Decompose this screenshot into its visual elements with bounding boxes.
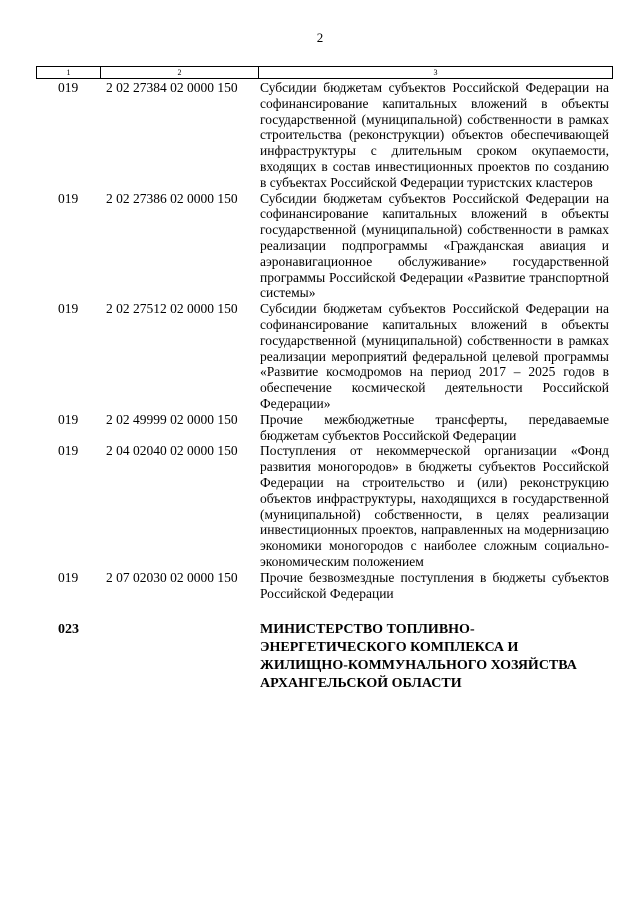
header-col-2: 2 [101, 67, 259, 79]
page-number: 2 [316, 30, 324, 45]
admin-code: 019 [58, 190, 79, 206]
section-header-row [36, 621, 612, 693]
header-col-1: 1 [37, 67, 101, 79]
revenue-description: Прочие безвозмездные поступления в бюджеты субъектов Российской Федерации [260, 569, 609, 601]
table-row [36, 412, 612, 444]
revenue-description: Субсидии бюджетам субъектов Российской Федерации на софинансирование капитальных вложений в объекты государственной (муниципальной) собственности в рамках реализации мероприятий федеральной целевой программы «Развитие космодромов на период 2017 – 2025 годов в обеспечение космической деятельности Российской Федерации» [260, 301, 609, 411]
section-empty-code [100, 621, 258, 693]
row-spacer [36, 601, 612, 621]
revenue-description: Субсидии бюджетам субъектов Российской Федерации на софинансирование капитальных вложений в объекты государственной (муниципальной) собственности в рамках строительства (реконструкции) объектов обеспечивающей инфраструктуры с длительным сроком окупаемости, входящих в состав инвестиционных проектов по созданию в субъектах Российской Федерации туристских кластеров [260, 80, 609, 190]
ministry-title: МИНИСТЕРСТВО ТОПЛИВНО-ЭНЕРГЕТИЧЕСКОГО КОМПЛЕКСА И ЖИЛИЩНО-КОММУНАЛЬНОГО ХОЗЯЙСТВА АРХАНГЕЛЬСКОЙ ОБЛАСТИ [260, 622, 577, 692]
admin-code: 019 [58, 443, 79, 459]
budget-classification-code: 2 02 27512 02 0000 150 [106, 301, 238, 317]
admin-code: 019 [58, 569, 79, 585]
header-col-3: 3 [259, 67, 613, 79]
admin-code: 019 [58, 301, 79, 317]
revenue-description: Прочие межбюджетные трансферты, передаваемые бюджетам субъектов Российской Федерации [260, 411, 609, 443]
budget-classification-code: 2 02 49999 02 0000 150 [106, 411, 238, 427]
revenue-description: Поступления от некоммерческой организации «Фонд развития моногородов» в бюджеты субъектов Российской Федерации на строительство и (или) реконструкцию объектов инфраструктуры, находящихся в государственной (муниципальной) собственности, в целях реализации инвестиционных проектов, направленных на модернизацию экономики моногородов с наиболее сложным социально-экономическим положением [260, 443, 609, 569]
table-row [36, 191, 612, 302]
admin-code: 019 [58, 411, 79, 427]
revenue-description: Субсидии бюджетам субъектов Российской Федерации на софинансирование капитальных вложений в объекты государственной (муниципальной) собственности в рамках реализации подпрограммы «Гражданская авиация и аэронавигационное обслуживание» государственной программы Российской Федерации «Развитие транспортной системы» [260, 190, 609, 301]
table-row [36, 570, 612, 602]
section-admin-code: 023 [58, 622, 79, 638]
admin-code: 019 [58, 80, 79, 95]
budget-classification-code: 2 02 27384 02 0000 150 [106, 80, 238, 95]
table-row [36, 301, 612, 412]
budget-classification-code: 2 02 27386 02 0000 150 [106, 190, 238, 206]
table-header [36, 66, 613, 79]
budget-classification-code: 2 04 02040 02 0000 150 [106, 443, 238, 459]
budget-classification-code: 2 07 02030 02 0000 150 [106, 569, 238, 585]
header-row [37, 67, 613, 79]
revenue-codes-table [36, 80, 612, 693]
table-row [36, 443, 612, 569]
table-row [36, 80, 612, 191]
